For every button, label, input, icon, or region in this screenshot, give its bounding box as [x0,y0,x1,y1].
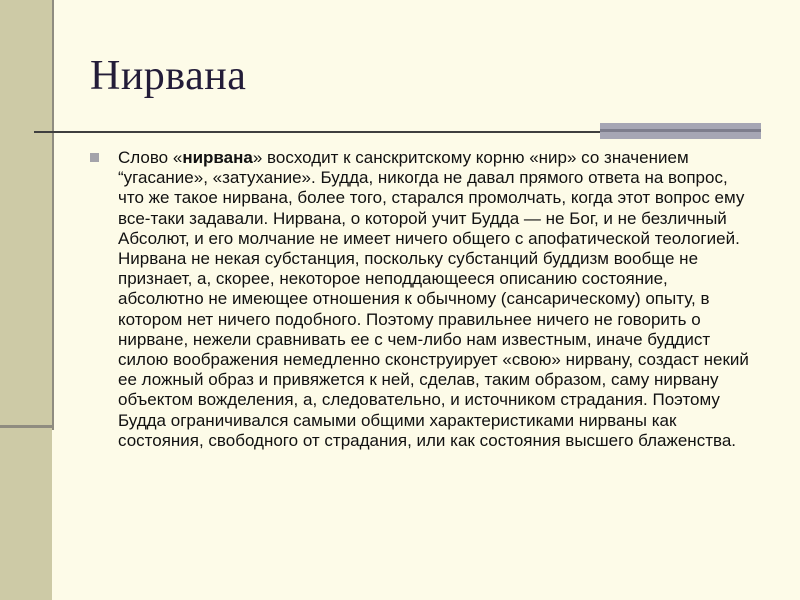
left-decorative-bar [0,0,52,600]
slide-title: Нирвана [90,53,247,99]
left-bar-edge-line [52,0,54,430]
square-bullet-icon [90,153,99,162]
paragraph-start: Слово « [118,148,183,167]
left-bar-foot-line [0,425,54,428]
body-paragraph [118,148,758,451]
bold-term: нирвана [182,148,253,167]
divider-accent-line [600,129,761,132]
paragraph-rest: » восходит к санскритскому корню «нир» со значением “угасание», «затухание». Будда, никогда не давал прямого ответа на вопрос, что же такое нирвана, более того, старался промолчать, когда этот вопрос ему все-таки задавали. Нирвана, о которой учит Будда — не Бог, и не безличный Абсолют, и его молчание не имеет ничего общего с апофатической теологией. Нирвана не некая субстанция, поскольку субстанций буддизм вообще не признает, а, скорее, некоторое неподдающееся описанию состояние, абсолютно не имеющее отношения к обычному (сансарическому) опыту, в котором нет ничего подобного. Поэтому правильнее ничего не говорить о нирване, нежели сравнивать ее с чем-либо нам известным, иначе буддист силою воображения немедленно сконструирует «свою» нирвану, создаст некий ее ложный образ и привяжется к ней, сделав, таким образом, саму нирвану объектом вожделения, а, следовательно, и источником страдания. Поэтому Будда ограничивался самыми общими характеристиками нирваны как состояния, свободного от страдания, или как состояния высшего блаженства. [118,148,749,450]
